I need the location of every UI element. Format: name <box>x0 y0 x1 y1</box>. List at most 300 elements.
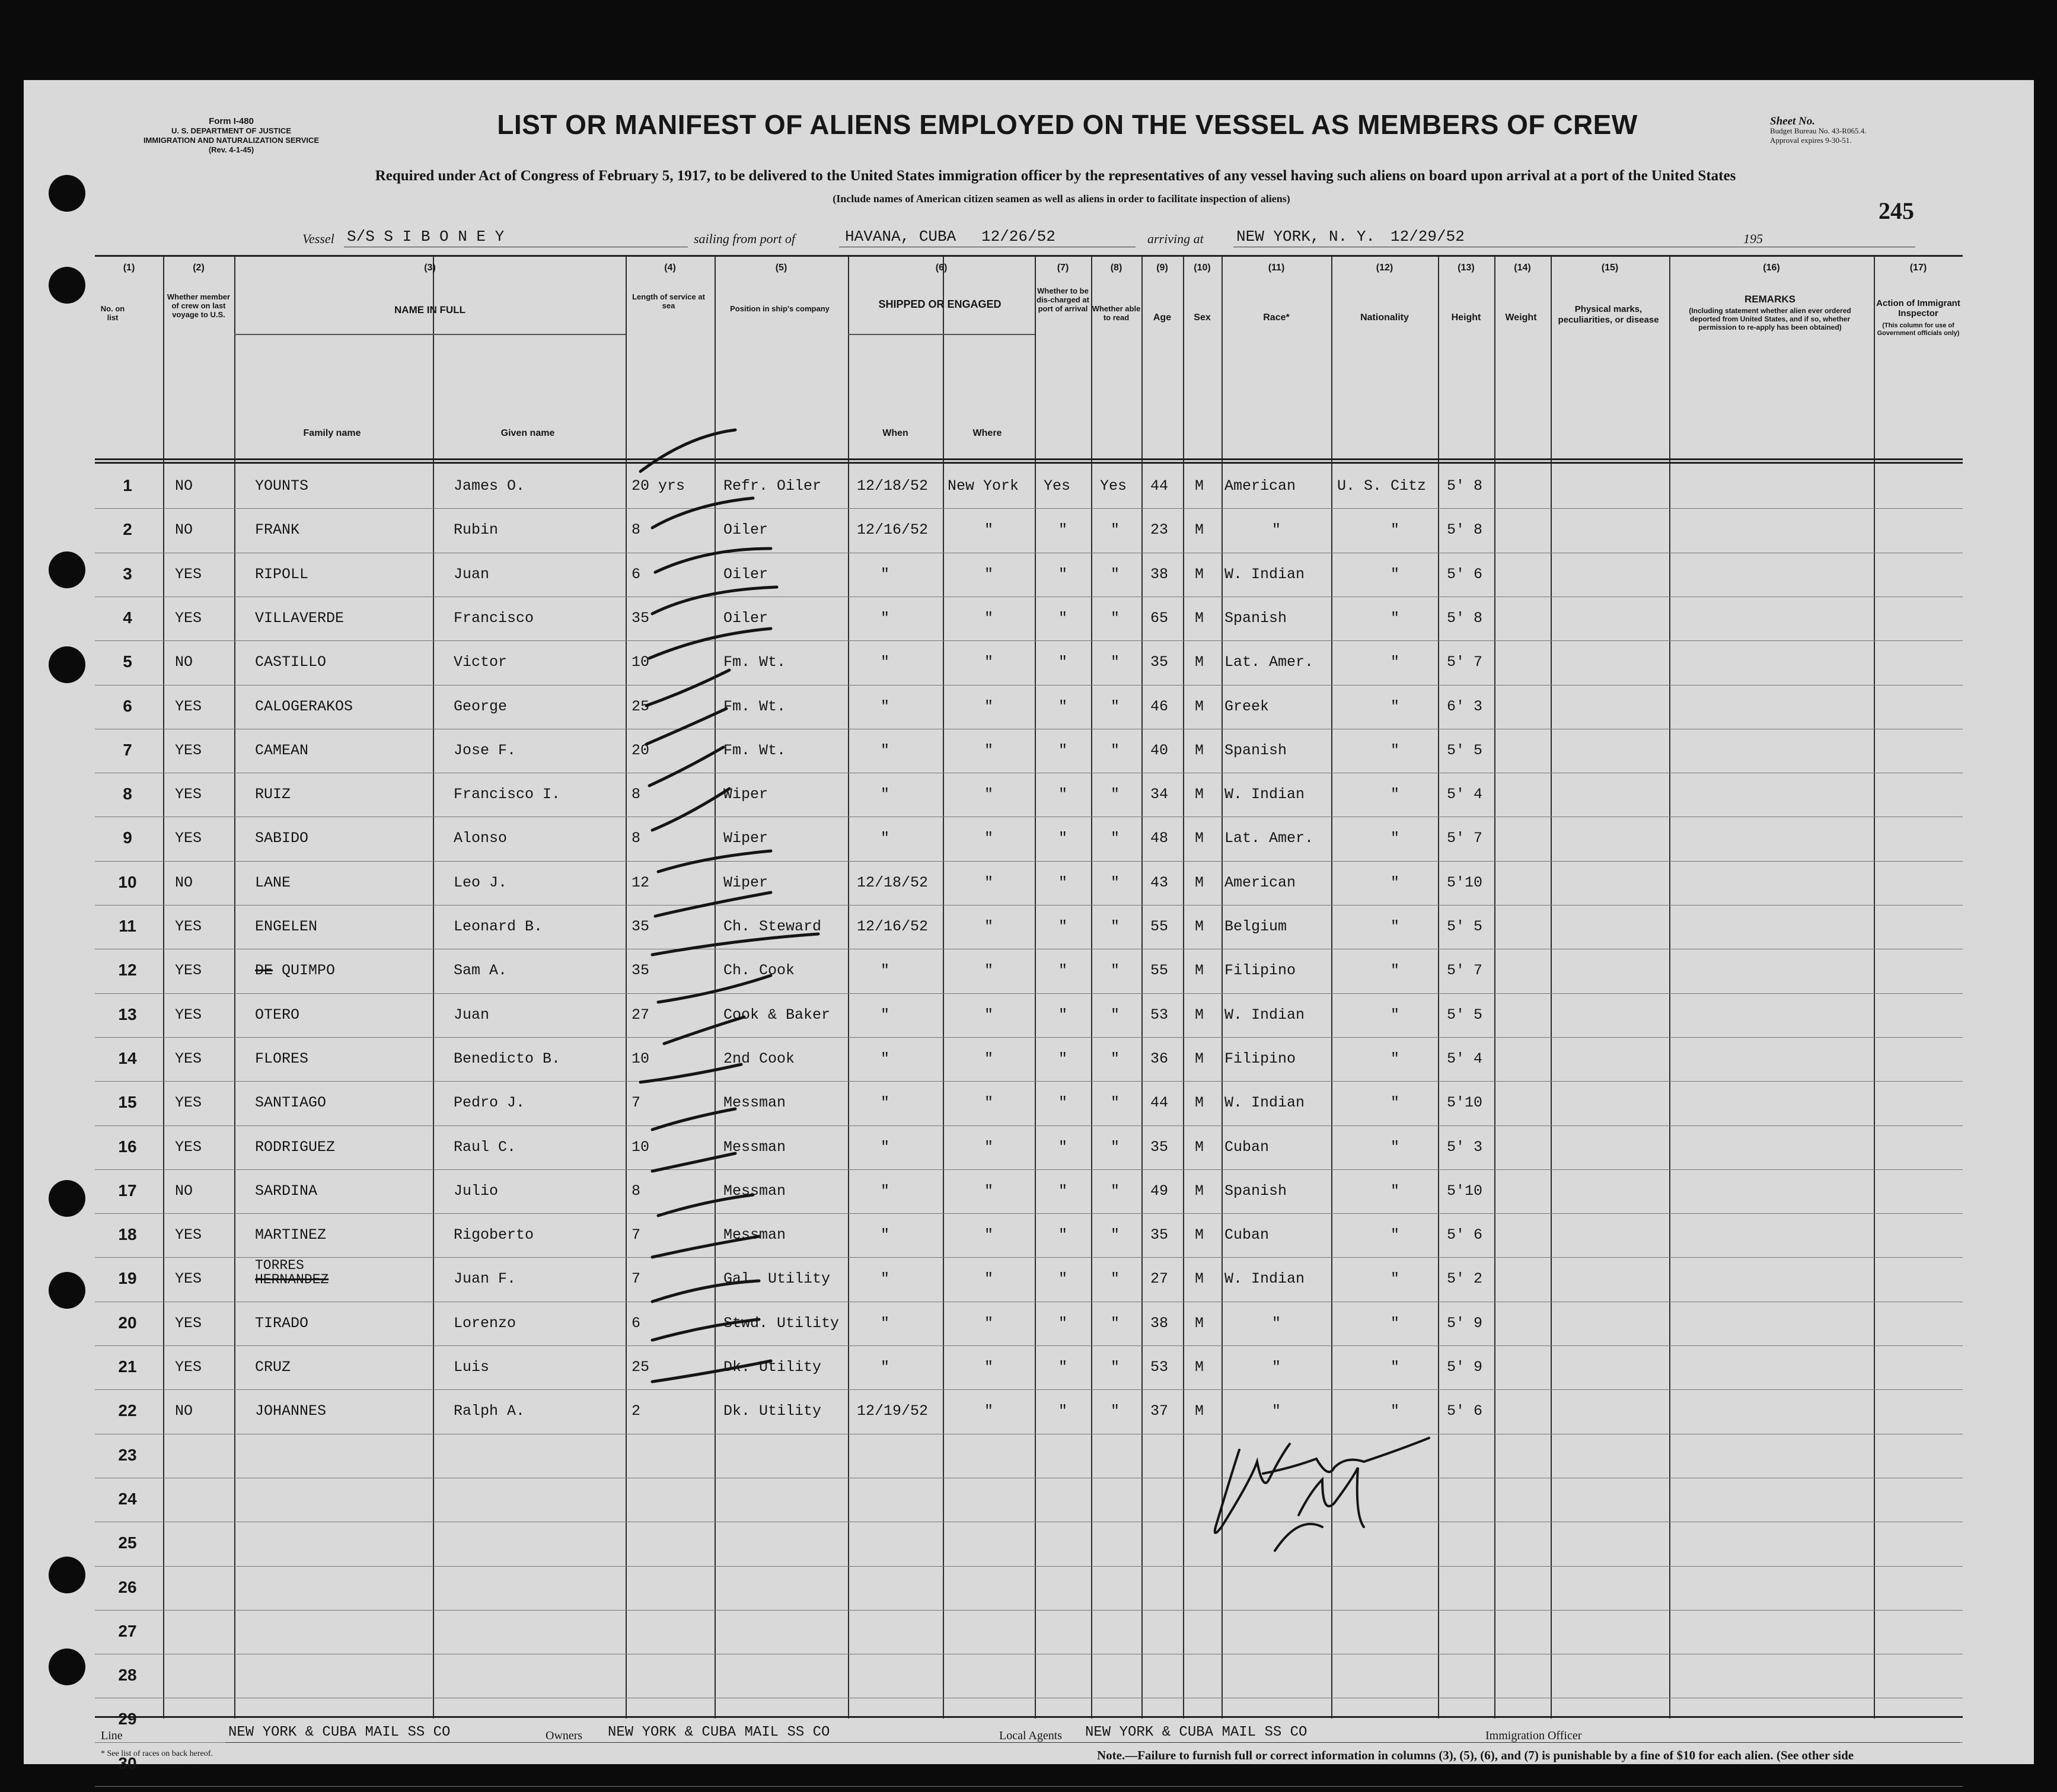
page-number: 245 <box>1879 197 1914 224</box>
row-number: 8 <box>123 785 132 803</box>
service-cell: 7 <box>632 1094 641 1112</box>
position-cell: Refr. Oiler <box>723 477 822 495</box>
sex-cell: M <box>1195 1359 1204 1376</box>
row-number: 29 <box>118 1710 137 1729</box>
nationality-cell: " <box>1391 1402 1400 1420</box>
service-cell: 8 <box>632 521 641 539</box>
service-cell: 12 <box>632 873 650 891</box>
discharged-cell: " <box>1058 1402 1068 1420</box>
family-name-cell: RIPOLL <box>255 565 309 583</box>
row-number: 22 <box>118 1401 137 1420</box>
shipped-when-cell: " <box>881 1050 890 1067</box>
crew-cell: YES <box>175 962 202 980</box>
given-name-cell: Luis <box>454 1359 490 1376</box>
family-name-cell: CRUZ <box>255 1359 291 1376</box>
race-cell: " <box>1272 1314 1281 1332</box>
nationality-cell: " <box>1391 1094 1400 1112</box>
position-cell: Cook & Baker <box>723 1006 831 1023</box>
crew-cell: NO <box>175 477 193 495</box>
family-name-cell: ENGELEN <box>255 918 318 935</box>
height-cell: 5' 6 <box>1447 1402 1483 1420</box>
nationality-cell: " <box>1391 786 1400 803</box>
shipped-when-cell: " <box>881 697 890 715</box>
shipped-where-cell: " <box>984 1050 994 1067</box>
race-cell: " <box>1272 1359 1281 1376</box>
shipped-where-cell: " <box>984 741 994 759</box>
service-cell: 25 <box>632 1359 650 1376</box>
service-cell: 7 <box>632 1226 641 1244</box>
sex-cell: M <box>1195 609 1204 627</box>
struck-family-name: DE <box>255 962 273 980</box>
nationality-cell: " <box>1391 1006 1400 1023</box>
discharged-cell: " <box>1058 1314 1068 1332</box>
row-number: 15 <box>118 1093 137 1112</box>
crew-cell: YES <box>175 1006 202 1023</box>
service-cell: 27 <box>632 1006 650 1023</box>
service-cell: 10 <box>632 1050 650 1067</box>
owners-company: NEW YORK & CUBA MAIL SS CO <box>608 1724 830 1740</box>
nationality-cell: " <box>1391 1270 1400 1288</box>
height-cell: 5' 3 <box>1447 1138 1483 1156</box>
age-cell: 53 <box>1150 1006 1169 1023</box>
shipped-when-cell: " <box>881 1359 890 1376</box>
sailing-port: HAVANA, CUBA <box>845 228 956 245</box>
family-name-cell: YOUNTS <box>255 477 309 495</box>
given-name-cell: George <box>454 697 508 715</box>
discharged-cell: " <box>1058 697 1068 715</box>
family-name-cell: FRANK <box>255 521 300 539</box>
sex-cell: M <box>1195 830 1204 847</box>
nationality-cell: " <box>1391 873 1400 891</box>
row-rule <box>95 1786 1963 1787</box>
able-to-read-cell: " <box>1111 873 1120 891</box>
col-header-age: Age <box>1153 313 1172 323</box>
column-number: (8) <box>1110 263 1122 273</box>
vessel-label: Vessel <box>302 231 334 246</box>
discharged-cell: " <box>1058 830 1068 847</box>
family-name-cell: JOHANNES <box>255 1402 327 1420</box>
col-header-action: Action of Immigrant Inspector <box>1876 298 1960 318</box>
shipped-when-cell: 12/18/52 <box>857 873 929 891</box>
discharged-cell: " <box>1058 1138 1068 1156</box>
col-header-remarks: REMARKS <box>1745 294 1796 305</box>
height-cell: 6' 3 <box>1447 697 1483 715</box>
height-cell: 5'10 <box>1447 1182 1483 1200</box>
shipped-where-cell: " <box>984 1182 994 1200</box>
col-header-name: NAME IN FULL <box>394 304 465 315</box>
nationality-cell: " <box>1391 741 1400 759</box>
row-number: 19 <box>118 1269 137 1288</box>
height-cell: 5' 7 <box>1447 653 1483 671</box>
service-cell: 7 <box>632 1270 641 1288</box>
discharged-cell: " <box>1058 521 1068 539</box>
row-number: 4 <box>123 608 132 627</box>
column-number: (1) <box>123 263 135 273</box>
age-cell: 53 <box>1150 1359 1169 1376</box>
shipped-where-cell: New York <box>948 477 1019 495</box>
race-cell: W. Indian <box>1224 786 1305 803</box>
given-name-cell: Julio <box>454 1182 499 1200</box>
discharged-cell: " <box>1058 1226 1068 1244</box>
shipped-when-cell: " <box>881 1314 890 1332</box>
sex-cell: M <box>1195 521 1204 539</box>
sex-cell: M <box>1195 565 1204 583</box>
shipped-when-cell: " <box>881 1138 890 1156</box>
struck-family-name: HERNANDEZ <box>255 1272 329 1288</box>
row-number: 16 <box>118 1137 137 1156</box>
age-cell: 37 <box>1150 1402 1169 1420</box>
able-to-read-cell: Yes <box>1100 477 1127 495</box>
given-name-cell: Juan <box>454 565 490 583</box>
shipped-where-cell: " <box>984 1226 994 1244</box>
height-cell: 5' 8 <box>1447 609 1483 627</box>
age-cell: 27 <box>1150 1270 1169 1288</box>
position-cell: 2nd Cook <box>723 1050 795 1067</box>
column-number: (10) <box>1194 263 1211 273</box>
crew-cell: YES <box>175 786 202 803</box>
col-header-nationality: Nationality <box>1360 313 1409 323</box>
service-cell: 35 <box>632 918 650 935</box>
family-name-cell: VILLAVERDE <box>255 609 345 627</box>
crew-cell: YES <box>175 1314 202 1332</box>
able-to-read-cell: " <box>1111 1314 1120 1332</box>
given-name-cell: Juan F. <box>454 1270 516 1288</box>
col-header-service: Length of service at sea <box>632 292 705 310</box>
given-name-cell: Alonso <box>454 830 508 847</box>
position-cell: Wiper <box>723 830 768 847</box>
height-cell: 5' 8 <box>1447 521 1483 539</box>
age-cell: 48 <box>1150 830 1169 847</box>
col-header-sex: Sex <box>1194 313 1211 323</box>
row-number: 3 <box>123 564 132 583</box>
height-cell: 5'10 <box>1447 1094 1483 1112</box>
family-name-cell: SANTIAGO <box>255 1094 327 1112</box>
nationality-cell: " <box>1391 1359 1400 1376</box>
owners-label: Owners <box>546 1729 583 1742</box>
given-name-cell: Francisco I. <box>454 786 561 803</box>
service-cell: 20 yrs <box>632 477 685 495</box>
crew-cell: YES <box>175 1138 202 1156</box>
shipped-when-cell: " <box>881 1182 890 1200</box>
height-cell: 5' 6 <box>1447 565 1483 583</box>
col-header-where: Where <box>972 428 1002 438</box>
handwritten-marks <box>24 80 2034 1764</box>
col-header-shipped: SHIPPED OR ENGAGED <box>878 298 1002 310</box>
race-cell: Lat. Amer. <box>1224 653 1314 671</box>
race-cell: W. Indian <box>1224 1006 1305 1023</box>
form-number: Form I-480 <box>209 116 254 126</box>
age-cell: 44 <box>1150 477 1169 495</box>
sex-cell: M <box>1195 873 1204 891</box>
races-footnote: * See list of races on back hereof. <box>101 1749 213 1758</box>
nationality-cell: " <box>1391 1314 1400 1332</box>
able-to-read-cell: " <box>1111 1094 1120 1112</box>
nationality-cell: " <box>1391 1226 1400 1244</box>
crew-cell: NO <box>175 653 193 671</box>
discharged-cell: " <box>1058 1094 1068 1112</box>
shipped-when-cell: " <box>881 1226 890 1244</box>
race-cell: Spanish <box>1224 741 1287 759</box>
height-cell: 5' 4 <box>1447 1050 1483 1067</box>
position-cell: Fm. Wt. <box>723 697 786 715</box>
discharged-cell: " <box>1058 609 1068 627</box>
family-name-cell: RUIZ <box>255 786 291 803</box>
nationality-cell: " <box>1391 697 1400 715</box>
discharged-cell: " <box>1058 1006 1068 1023</box>
race-cell: " <box>1272 1402 1281 1420</box>
col-header-family: Family name <box>303 428 361 438</box>
age-cell: 55 <box>1150 918 1169 935</box>
height-cell: 5' 9 <box>1447 1359 1483 1376</box>
given-name-cell: James O. <box>454 477 525 495</box>
sex-cell: M <box>1195 918 1204 935</box>
shipped-when-cell: 12/18/52 <box>857 477 929 495</box>
race-cell: Belgium <box>1224 918 1287 935</box>
shipped-where-cell: " <box>984 1359 994 1376</box>
able-to-read-cell: " <box>1111 1226 1120 1244</box>
shipped-where-cell: " <box>984 653 994 671</box>
col-header-no: No. on list <box>100 304 125 322</box>
age-cell: 49 <box>1150 1182 1169 1200</box>
able-to-read-cell: " <box>1111 1006 1120 1023</box>
age-cell: 44 <box>1150 1094 1169 1112</box>
race-cell: Lat. Amer. <box>1224 830 1314 847</box>
nationality-cell: " <box>1391 609 1400 627</box>
shipped-where-cell: " <box>984 918 994 935</box>
penalty-note: Note.—Failure to furnish full or correct information in columns (3), (5), (6), and (7) is punishable by a fine of $10 for each alien. (See other side <box>1097 1748 1854 1762</box>
column-number: (2) <box>193 263 205 273</box>
discharged-cell: " <box>1058 1182 1068 1200</box>
position-cell: Fm. Wt. <box>723 741 786 759</box>
budget-bureau: Budget Bureau No. 43-R065.4. <box>1770 126 1867 135</box>
shipped-where-cell: " <box>984 1270 994 1288</box>
col-header-read: Whether able to read <box>1092 304 1141 322</box>
service-cell: 20 <box>632 741 650 759</box>
able-to-read-cell: " <box>1111 1050 1120 1067</box>
position-cell: Messman <box>723 1094 786 1112</box>
position-cell: Wiper <box>723 873 768 891</box>
row-number: 12 <box>118 961 137 980</box>
given-name-cell: Raul C. <box>454 1138 516 1156</box>
sex-cell: M <box>1195 1050 1204 1067</box>
height-cell: 5' 2 <box>1447 1270 1483 1288</box>
given-name-cell: Jose F. <box>454 741 516 759</box>
position-cell: Messman <box>723 1226 786 1244</box>
column-number: (6) <box>935 263 948 273</box>
row-number: 17 <box>118 1181 137 1200</box>
sex-cell: M <box>1195 1314 1204 1332</box>
sheet-number-label: Sheet No. <box>1770 115 1815 127</box>
age-cell: 34 <box>1150 786 1169 803</box>
instruction-note: (Include names of American citizen seamen as well as aliens in order to facilitate inspection of aliens) <box>833 193 1290 205</box>
given-name-cell: Juan <box>454 1006 490 1023</box>
sex-cell: M <box>1195 1094 1204 1112</box>
shipped-where-cell: " <box>984 830 994 847</box>
nationality-cell: " <box>1391 565 1400 583</box>
shipped-when-cell: " <box>881 741 890 759</box>
age-cell: 40 <box>1150 741 1169 759</box>
shipped-where-cell: " <box>984 1094 994 1112</box>
discharged-cell: " <box>1058 918 1068 935</box>
family-name-cell: RODRIGUEZ <box>255 1138 336 1156</box>
column-number: (12) <box>1376 263 1393 273</box>
given-name-cell: Ralph A. <box>454 1402 525 1420</box>
arriving-port: NEW YORK, N. Y. <box>1236 228 1376 245</box>
race-cell: Cuban <box>1224 1138 1270 1156</box>
row-number: 5 <box>123 652 132 671</box>
discharged-cell: " <box>1058 653 1068 671</box>
race-cell: Filipino <box>1224 962 1296 980</box>
discharged-cell: " <box>1058 1050 1068 1067</box>
position-cell: Ch. Cook <box>723 962 795 980</box>
able-to-read-cell: " <box>1111 1270 1120 1288</box>
age-cell: 38 <box>1150 1314 1169 1332</box>
shipped-when-cell: " <box>881 962 890 980</box>
race-cell: Greek <box>1224 697 1270 715</box>
column-number: (11) <box>1268 263 1285 273</box>
position-cell: Oiler <box>723 565 768 583</box>
service-cell: 8 <box>632 830 641 847</box>
row-number: 25 <box>118 1533 137 1552</box>
given-name-cell: Sam A. <box>454 962 508 980</box>
service-cell: 6 <box>632 565 641 583</box>
age-cell: 36 <box>1150 1050 1169 1067</box>
sex-cell: M <box>1195 1402 1204 1420</box>
age-cell: 35 <box>1150 653 1169 671</box>
position-cell: Messman <box>723 1182 786 1200</box>
position-cell: Fm. Wt. <box>723 653 786 671</box>
col-header-discharged: Whether to be dis-charged at port of arrival <box>1037 286 1089 313</box>
shipped-where-cell: " <box>984 962 994 980</box>
age-cell: 65 <box>1150 609 1169 627</box>
family-name-cell: OTERO <box>255 1006 300 1023</box>
service-tick-marks <box>640 430 818 1382</box>
agents-company: NEW YORK & CUBA MAIL SS CO <box>1085 1724 1307 1740</box>
race-cell: Filipino <box>1224 1050 1296 1067</box>
row-number: 10 <box>118 872 137 891</box>
race-cell: Spanish <box>1224 609 1287 627</box>
discharged-cell: " <box>1058 786 1068 803</box>
height-cell: 5'10 <box>1447 873 1483 891</box>
given-name-cell: Leonard B. <box>454 918 543 935</box>
sailing-date: 12/26/52 <box>981 228 1055 245</box>
row-number: 27 <box>118 1621 137 1640</box>
given-name-cell: Leo J. <box>454 873 508 891</box>
officer-label: Immigration Officer <box>1485 1729 1582 1742</box>
row-number: 14 <box>118 1048 137 1067</box>
family-name-cell: SABIDO <box>255 830 309 847</box>
position-cell: Messman <box>723 1138 786 1156</box>
shipped-when-cell: " <box>881 1094 890 1112</box>
column-number: (17) <box>1909 263 1927 273</box>
shipped-when-cell: 12/16/52 <box>857 521 929 539</box>
shipped-where-cell: " <box>984 1138 994 1156</box>
col-header-action-note: (This column for use of Government officials only) <box>1877 322 1960 337</box>
crew-cell: YES <box>175 1270 202 1288</box>
sex-cell: M <box>1195 962 1204 980</box>
family-name-cell: LANE <box>255 873 291 891</box>
nationality-cell: " <box>1391 1138 1400 1156</box>
service-cell: 8 <box>632 1182 641 1200</box>
column-number: (7) <box>1057 263 1069 273</box>
crew-cell: NO <box>175 1182 193 1200</box>
crew-cell: YES <box>175 609 202 627</box>
able-to-read-cell: " <box>1111 830 1120 847</box>
position-cell: Gal. Utility <box>723 1270 831 1288</box>
service-cell: 6 <box>632 1314 641 1332</box>
sex-cell: M <box>1195 697 1204 715</box>
able-to-read-cell: " <box>1111 1138 1120 1156</box>
sex-cell: M <box>1195 741 1204 759</box>
manifest-footer <box>24 1714 2034 1761</box>
row-number: 23 <box>118 1445 137 1464</box>
age-cell: 55 <box>1150 962 1169 980</box>
height-cell: 5' 5 <box>1447 741 1483 759</box>
height-cell: 5' 4 <box>1447 786 1483 803</box>
given-name-cell: Rigoberto <box>454 1226 534 1244</box>
shipped-where-cell: " <box>984 1006 994 1023</box>
nationality-cell: " <box>1391 1050 1400 1067</box>
arriving-date: 12/29/52 <box>1391 228 1465 245</box>
given-name-cell: Lorenzo <box>454 1314 516 1332</box>
crew-cell: YES <box>175 1094 202 1112</box>
vessel-name: S/S S I B O N E Y <box>347 228 505 245</box>
shipped-when-cell: " <box>881 653 890 671</box>
age-cell: 46 <box>1150 697 1169 715</box>
service-cell: 2 <box>632 1402 641 1420</box>
shipped-when-cell: " <box>881 565 890 583</box>
inspector-signature <box>1215 1438 1429 1551</box>
age-cell: 35 <box>1150 1138 1169 1156</box>
able-to-read-cell: " <box>1111 1402 1120 1420</box>
column-number: (9) <box>1156 263 1168 273</box>
crew-cell: YES <box>175 697 202 715</box>
service-name: IMMIGRATION AND NATURALIZATION SERVICE <box>143 136 320 145</box>
sex-cell: M <box>1195 1006 1204 1023</box>
discharged-cell: " <box>1058 565 1068 583</box>
col-header-given: Given name <box>500 428 555 438</box>
able-to-read-cell: " <box>1111 1359 1120 1376</box>
discharged-cell: Yes <box>1044 477 1071 495</box>
race-cell: " <box>1272 521 1281 539</box>
able-to-read-cell: " <box>1111 521 1120 539</box>
sex-cell: M <box>1195 1182 1204 1200</box>
discharged-cell: " <box>1058 962 1068 980</box>
given-name-cell: Francisco <box>454 609 534 627</box>
able-to-read-cell: " <box>1111 741 1120 759</box>
row-number: 13 <box>118 1005 137 1023</box>
family-name-cell: TIRADO <box>255 1314 309 1332</box>
position-cell: Oiler <box>723 609 768 627</box>
discharged-cell: " <box>1058 1359 1068 1376</box>
row-number: 30 <box>118 1753 137 1772</box>
row-number: 9 <box>123 828 132 847</box>
position-cell: Ch. Steward <box>723 918 822 935</box>
col-header-weight: Weight <box>1505 313 1537 323</box>
column-number: (14) <box>1514 263 1531 273</box>
crew-cell: YES <box>175 741 202 759</box>
service-cell: 10 <box>632 1138 650 1156</box>
sex-cell: M <box>1195 1138 1204 1156</box>
shipped-when-cell: " <box>881 1006 890 1023</box>
shipped-where-cell: " <box>984 1402 994 1420</box>
able-to-read-cell: " <box>1111 1182 1120 1200</box>
shipped-where-cell: " <box>984 873 994 891</box>
able-to-read-cell: " <box>1111 918 1120 935</box>
age-cell: 35 <box>1150 1226 1169 1244</box>
column-number: (4) <box>664 263 676 273</box>
col-header-physical: Physical marks, peculiarities, or disease <box>1558 304 1659 325</box>
